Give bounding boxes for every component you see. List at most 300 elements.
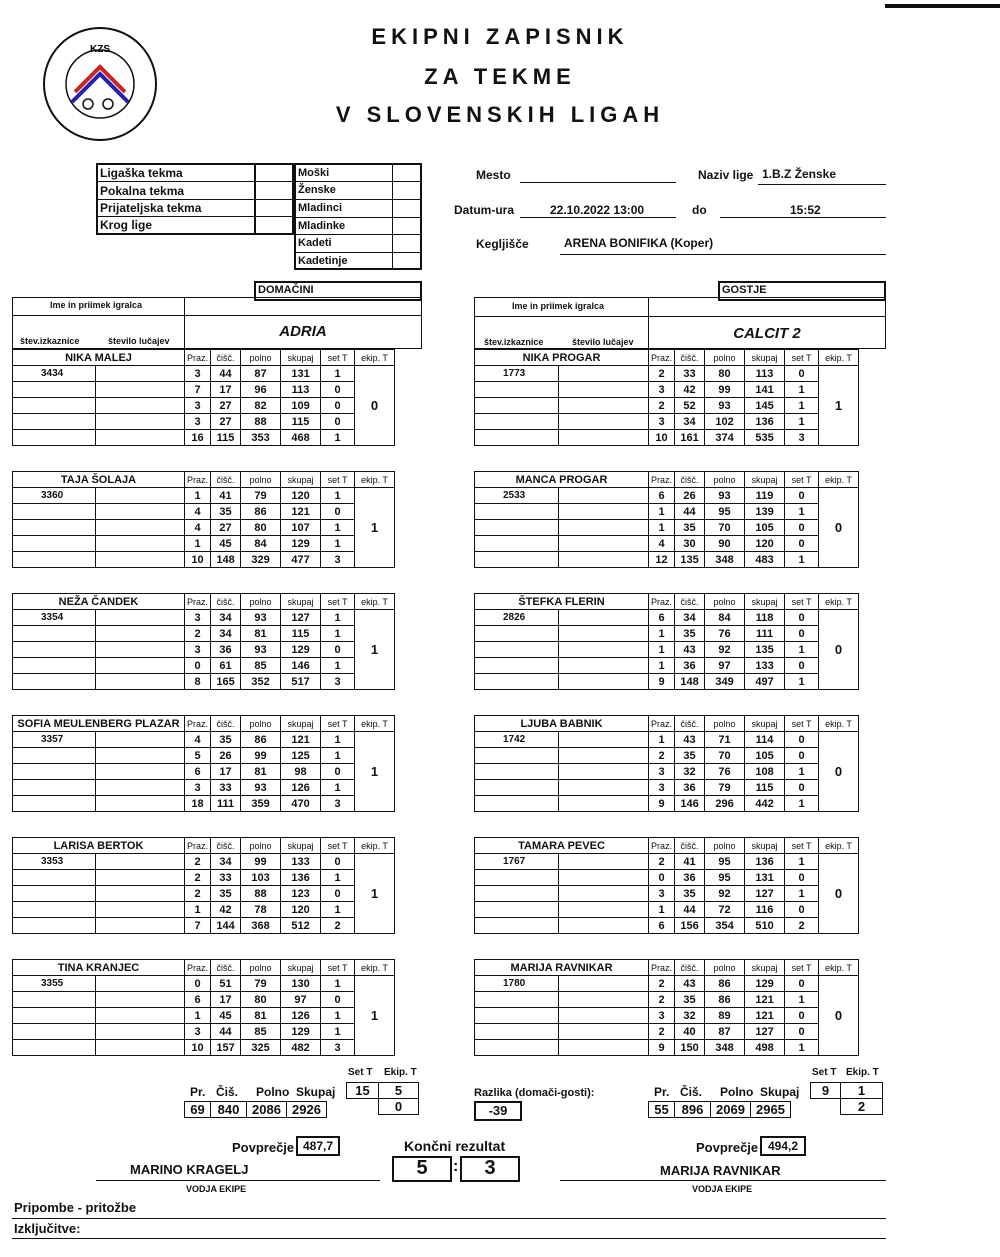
home-throws-cell bbox=[95, 430, 184, 446]
home-set-cell: 130 bbox=[281, 976, 321, 992]
home-total-cell: 329 bbox=[241, 552, 281, 568]
home-set-cell: 1 bbox=[185, 902, 211, 918]
home-col-header: skupaj bbox=[281, 350, 321, 366]
away-set-cell: 105 bbox=[745, 520, 785, 536]
home-total-cell: 1 bbox=[321, 430, 355, 446]
do-label: do bbox=[692, 203, 707, 217]
home-set-cell: 6 bbox=[185, 764, 211, 780]
away-total-cell: 9 bbox=[649, 796, 675, 812]
away-set-cell: 121 bbox=[745, 1008, 785, 1024]
away-header-name: Ime in priimek igralca bbox=[512, 301, 605, 311]
away-throws-cell bbox=[558, 748, 648, 764]
away-set-cell: 120 bbox=[745, 536, 785, 552]
home-set-cell: 44 bbox=[211, 1024, 241, 1040]
home-empty-cell bbox=[13, 626, 96, 642]
away-empty-cell bbox=[475, 1040, 559, 1056]
away-header-id: štev.izkaznice bbox=[484, 337, 544, 347]
away-set-cell: 97 bbox=[705, 658, 745, 674]
home-empty-cell bbox=[13, 918, 96, 934]
away-set-cell: 44 bbox=[675, 504, 705, 520]
away-set-cell: 71 bbox=[705, 732, 745, 748]
home-throws-cell bbox=[95, 674, 184, 690]
home-set-cell: 42 bbox=[211, 902, 241, 918]
category-divider bbox=[294, 217, 422, 218]
away-set-cell: 0 bbox=[785, 658, 819, 674]
home-avg-label: Povprečje bbox=[232, 1140, 295, 1155]
home-set-cell: 1 bbox=[321, 1008, 355, 1024]
home-empty-cell bbox=[13, 780, 96, 796]
home-throws-cell bbox=[95, 886, 184, 902]
away-set-cell: 1 bbox=[785, 642, 819, 658]
away-set-cell: 76 bbox=[705, 626, 745, 642]
naziv-lige-line bbox=[758, 170, 886, 185]
home-set-cell: 2 bbox=[185, 626, 211, 642]
category-kadeti: Kadeti bbox=[298, 237, 332, 249]
away-empty-cell bbox=[475, 536, 559, 552]
away-total-cell: 354 bbox=[705, 918, 745, 934]
home-set-cell: 17 bbox=[211, 992, 241, 1008]
home-empty-cell bbox=[13, 764, 96, 780]
away-set-cell: 0 bbox=[785, 1024, 819, 1040]
away-throws-cell bbox=[558, 398, 648, 414]
away-set-cell: 1 bbox=[785, 382, 819, 398]
away-set-cell: 127 bbox=[745, 886, 785, 902]
home-col-header: Praz. bbox=[185, 472, 211, 488]
away-throws-cell bbox=[558, 552, 648, 568]
category-zenske: Ženske bbox=[298, 184, 336, 196]
away-set-cell: 34 bbox=[675, 414, 705, 430]
away-total-cell: 10 bbox=[649, 430, 675, 446]
away-avg-label: Povprečje bbox=[696, 1140, 759, 1155]
home-throws-cell bbox=[95, 536, 184, 552]
away-set-cell: 136 bbox=[745, 414, 785, 430]
home-set-cell: 81 bbox=[241, 764, 281, 780]
away-set-cell: 121 bbox=[745, 992, 785, 1008]
home-sum-cis: 840 bbox=[211, 1102, 247, 1118]
away-player-table bbox=[474, 471, 859, 568]
away-team-point: 0 bbox=[819, 610, 859, 690]
away-set-cell: 1 bbox=[649, 504, 675, 520]
home-player-table bbox=[12, 349, 395, 446]
home-set-cell: 1 bbox=[321, 732, 355, 748]
home-col-header: set T bbox=[321, 716, 355, 732]
home-team-point: 1 bbox=[355, 732, 395, 812]
home-set-cell: 136 bbox=[281, 870, 321, 886]
away-total-cell: 349 bbox=[705, 674, 745, 690]
home-set-cell: 129 bbox=[281, 1024, 321, 1040]
home-col-header: skupaj bbox=[281, 594, 321, 610]
away-set-cell: 118 bbox=[745, 610, 785, 626]
home-throws-cell bbox=[95, 398, 184, 414]
away-throws-cell bbox=[558, 366, 648, 382]
home-avg-value: 487,7 bbox=[302, 1139, 334, 1153]
home-total-cell: 352 bbox=[241, 674, 281, 690]
home-col-header: set T bbox=[321, 838, 355, 854]
home-set-cell: 1 bbox=[321, 488, 355, 504]
away-total-cell: 2 bbox=[785, 918, 819, 934]
home-total-cell: 368 bbox=[241, 918, 281, 934]
home-total-cell: 482 bbox=[281, 1040, 321, 1056]
category-mladinci: Mladinci bbox=[298, 202, 343, 214]
home-col-header: ekip. T bbox=[355, 838, 395, 854]
home-set-cell: 41 bbox=[211, 488, 241, 504]
away-set-cell: 1 bbox=[649, 626, 675, 642]
away-throws-cell bbox=[558, 886, 648, 902]
away-col-header: čišč. bbox=[675, 960, 705, 976]
away-set-cell: 3 bbox=[649, 886, 675, 902]
home-total-cell: 3 bbox=[321, 552, 355, 568]
home-sum-header-pr: Pr. bbox=[190, 1085, 206, 1099]
away-throws-cell bbox=[558, 796, 648, 812]
home-set-cell: 1 bbox=[321, 870, 355, 886]
away-set-cell: 0 bbox=[785, 626, 819, 642]
away-empty-cell bbox=[475, 764, 559, 780]
away-set-cell: 0 bbox=[785, 902, 819, 918]
away-col-header: Praz. bbox=[649, 716, 675, 732]
away-total-cell: 135 bbox=[675, 552, 705, 568]
home-set-cell: 121 bbox=[281, 504, 321, 520]
category-kadetinje: Kadetinje bbox=[298, 255, 348, 267]
home-player-name: LARISA BERTOK bbox=[13, 838, 185, 854]
home-set-cell: 125 bbox=[281, 748, 321, 764]
away-throws-cell bbox=[558, 976, 648, 992]
pripombe-label: Pripombe - pritožbe bbox=[14, 1200, 137, 1215]
izkljucitve-label: Izključitve: bbox=[14, 1221, 81, 1236]
home-set-cell: 126 bbox=[281, 1008, 321, 1024]
away-throws-cell bbox=[558, 732, 648, 748]
home-player-name: SOFIA MEULENBERG PLAZAR bbox=[13, 716, 185, 732]
datum-label: Datum-ura bbox=[454, 203, 515, 217]
away-set-cell: 26 bbox=[675, 488, 705, 504]
away-captain-name: MARIJA RAVNIKAR bbox=[660, 1163, 781, 1178]
away-team-name: CALCIT 2 bbox=[733, 325, 801, 342]
kegljisce-line bbox=[560, 240, 886, 255]
home-col-header: polno bbox=[241, 960, 281, 976]
away-col-header: ekip. T bbox=[819, 472, 859, 488]
home-total-cell: 3 bbox=[321, 796, 355, 812]
away-total-cell: 6 bbox=[649, 918, 675, 934]
home-team-name: ADRIA bbox=[279, 323, 327, 340]
away-sum-header-polno: Polno bbox=[720, 1085, 754, 1099]
home-player-id: 3355 bbox=[13, 976, 96, 992]
home-set-cell: 3 bbox=[185, 1024, 211, 1040]
away-sum-skupaj: 2965 bbox=[751, 1102, 791, 1118]
home-empty-cell bbox=[13, 536, 96, 552]
home-set-cell: 79 bbox=[241, 488, 281, 504]
away-throws-cell bbox=[558, 1008, 648, 1024]
home-set-cell: 85 bbox=[241, 658, 281, 674]
away-throws-cell bbox=[558, 536, 648, 552]
home-set-cell: 79 bbox=[241, 976, 281, 992]
home-total-cell: 10 bbox=[185, 552, 211, 568]
home-empty-cell bbox=[13, 1024, 96, 1040]
away-col-header: čišč. bbox=[675, 716, 705, 732]
home-col-header: polno bbox=[241, 716, 281, 732]
away-set-cell: 1 bbox=[649, 642, 675, 658]
away-set-cell: 80 bbox=[705, 366, 745, 382]
home-empty-cell bbox=[13, 902, 96, 918]
away-set-cell: 131 bbox=[745, 870, 785, 886]
home-throws-cell bbox=[95, 520, 184, 536]
home-throws-cell bbox=[95, 658, 184, 674]
match-type-ligaska: Ligaška tekma bbox=[100, 166, 183, 180]
away-throws-cell bbox=[558, 626, 648, 642]
home-total-cell: 3 bbox=[321, 674, 355, 690]
home-set-cell: 0 bbox=[321, 854, 355, 870]
home-summary-table bbox=[184, 1101, 327, 1118]
home-set-cell: 1 bbox=[321, 520, 355, 536]
away-empty-cell bbox=[475, 796, 559, 812]
away-vodja-label: VODJA EKIPE bbox=[692, 1184, 753, 1194]
away-set-cell: 2 bbox=[649, 366, 675, 382]
home-empty-cell bbox=[13, 992, 96, 1008]
title-line-1: EKIPNI ZAPISNIK bbox=[371, 24, 629, 49]
away-team-point: 1 bbox=[819, 366, 859, 446]
home-total-cell: 111 bbox=[211, 796, 241, 812]
home-team-point: 1 bbox=[355, 488, 395, 568]
home-player-id: 3360 bbox=[13, 488, 96, 504]
home-player-name: TINA KRANJEC bbox=[13, 960, 185, 976]
away-set-cell: 1 bbox=[785, 886, 819, 902]
home-total-cell: 468 bbox=[281, 430, 321, 446]
home-set-cell: 0 bbox=[321, 886, 355, 902]
away-player-name: LJUBA BABNIK bbox=[475, 716, 649, 732]
home-set-cell: 0 bbox=[321, 642, 355, 658]
home-col-header: čišč. bbox=[211, 838, 241, 854]
home-player-name: NEŽA ČANDEK bbox=[13, 594, 185, 610]
away-set-cell: 6 bbox=[649, 610, 675, 626]
away-set-cell: 3 bbox=[649, 382, 675, 398]
away-set-cell: 115 bbox=[745, 780, 785, 796]
datum-value: 22.10.2022 13:00 bbox=[550, 203, 645, 217]
home-set-cell: 120 bbox=[281, 488, 321, 504]
away-set-cell: 1 bbox=[785, 398, 819, 414]
away-col-header: polno bbox=[705, 472, 745, 488]
away-set-cell: 35 bbox=[675, 520, 705, 536]
away-total-cell: 1 bbox=[785, 1040, 819, 1056]
away-set-cell: 111 bbox=[745, 626, 785, 642]
home-header-name: Ime in priimek igralca bbox=[50, 300, 143, 310]
away-set-cell: 3 bbox=[649, 414, 675, 430]
away-player-table bbox=[474, 837, 859, 934]
home-set-cell: 34 bbox=[211, 854, 241, 870]
away-ekip-t-label: Ekip. T bbox=[846, 1067, 879, 1078]
away-set-cell: 30 bbox=[675, 536, 705, 552]
away-col-header: set T bbox=[785, 472, 819, 488]
away-set-cell: 0 bbox=[785, 748, 819, 764]
razlika-label: Razlika (domači-gosti): bbox=[474, 1087, 595, 1099]
away-empty-cell bbox=[475, 520, 559, 536]
home-set-cell: 103 bbox=[241, 870, 281, 886]
away-throws-cell bbox=[558, 992, 648, 1008]
home-set-cell: 0 bbox=[321, 398, 355, 414]
home-col-header: skupaj bbox=[281, 716, 321, 732]
away-set-cell: 36 bbox=[675, 870, 705, 886]
away-total-cell: 442 bbox=[745, 796, 785, 812]
home-throws-cell bbox=[95, 610, 184, 626]
away-set-cell: 41 bbox=[675, 854, 705, 870]
home-set-cell: 3 bbox=[185, 366, 211, 382]
home-player-name: NIKA MALEJ bbox=[13, 350, 185, 366]
away-set-cell: 43 bbox=[675, 732, 705, 748]
home-set-cell: 131 bbox=[281, 366, 321, 382]
home-captain-name: MARINO KRAGELJ bbox=[130, 1162, 249, 1177]
home-col-header: čišč. bbox=[211, 350, 241, 366]
home-player-id: 3353 bbox=[13, 854, 96, 870]
away-set-cell: 0 bbox=[785, 780, 819, 796]
home-throws-cell bbox=[95, 992, 184, 1008]
away-set-cell: 4 bbox=[649, 536, 675, 552]
home-set-cell: 4 bbox=[185, 504, 211, 520]
home-set-cell: 0 bbox=[321, 504, 355, 520]
away-col-header: čišč. bbox=[675, 350, 705, 366]
away-empty-cell bbox=[475, 1024, 559, 1040]
away-set-cell: 35 bbox=[675, 748, 705, 764]
away-team-point: 0 bbox=[819, 976, 859, 1056]
home-set-cell: 1 bbox=[321, 780, 355, 796]
home-set-cell: 86 bbox=[241, 732, 281, 748]
away-set-cell: 0 bbox=[785, 520, 819, 536]
away-total-cell: 161 bbox=[675, 430, 705, 446]
away-player-table bbox=[474, 715, 859, 812]
home-col-header: ekip. T bbox=[355, 350, 395, 366]
away-throws-cell bbox=[558, 430, 648, 446]
away-col-header: Praz. bbox=[649, 838, 675, 854]
away-set-cell: 84 bbox=[705, 610, 745, 626]
away-total-cell: 148 bbox=[675, 674, 705, 690]
away-set-cell: 129 bbox=[745, 976, 785, 992]
away-set-cell: 95 bbox=[705, 854, 745, 870]
home-throws-cell bbox=[95, 854, 184, 870]
home-set-cell: 0 bbox=[321, 382, 355, 398]
home-team-point: 1 bbox=[355, 976, 395, 1056]
away-total-cell: 348 bbox=[705, 552, 745, 568]
away-set-cell: 43 bbox=[675, 642, 705, 658]
home-empty-cell bbox=[13, 886, 96, 902]
away-total-cell: 3 bbox=[785, 430, 819, 446]
home-set-t-label: Set T bbox=[348, 1067, 373, 1078]
away-set-cell: 145 bbox=[745, 398, 785, 414]
away-sum-polno: 2069 bbox=[711, 1102, 751, 1118]
home-set-cell: 1 bbox=[321, 658, 355, 674]
razlika-value: -39 bbox=[488, 1103, 508, 1118]
away-col-header: polno bbox=[705, 960, 745, 976]
away-set-cell: 141 bbox=[745, 382, 785, 398]
home-set-t: 15 bbox=[347, 1083, 379, 1099]
home-set-cell: 129 bbox=[281, 536, 321, 552]
away-total-cell: 374 bbox=[705, 430, 745, 446]
home-col-header: ekip. T bbox=[355, 594, 395, 610]
away-set-cell: 33 bbox=[675, 366, 705, 382]
away-set-cell: 6 bbox=[649, 488, 675, 504]
home-sum-header-skupaj: Skupaj bbox=[296, 1085, 336, 1099]
away-ekip-t-2: 2 bbox=[841, 1099, 883, 1115]
away-set-cell: 105 bbox=[745, 748, 785, 764]
home-set-cell: 97 bbox=[281, 992, 321, 1008]
home-throws-cell bbox=[95, 382, 184, 398]
mesto-label: Mesto bbox=[476, 168, 511, 182]
away-set-cell: 3 bbox=[649, 780, 675, 796]
away-set-cell: 93 bbox=[705, 398, 745, 414]
home-header-id: štev.izkaznice bbox=[20, 336, 80, 346]
home-player-table bbox=[12, 837, 395, 934]
away-set-cell: 42 bbox=[675, 382, 705, 398]
away-col-header: čišč. bbox=[675, 594, 705, 610]
away-set-cell: 136 bbox=[745, 854, 785, 870]
away-set-cell: 32 bbox=[675, 1008, 705, 1024]
away-throws-cell bbox=[558, 1040, 648, 1056]
home-col-header: set T bbox=[321, 472, 355, 488]
final-home-value: 5 bbox=[416, 1157, 428, 1179]
match-type-divider bbox=[96, 216, 296, 217]
away-set-cell: 2 bbox=[649, 1024, 675, 1040]
away-set-cell: 1 bbox=[785, 854, 819, 870]
match-type-pokalna: Pokalna tekma bbox=[100, 184, 185, 198]
home-set-cell: 129 bbox=[281, 642, 321, 658]
home-set-cell: 80 bbox=[241, 520, 281, 536]
away-ekip-t: 1 bbox=[841, 1083, 883, 1099]
away-col-header: ekip. T bbox=[819, 960, 859, 976]
away-empty-cell bbox=[475, 398, 559, 414]
away-set-cell: 0 bbox=[785, 536, 819, 552]
home-set-cell: 93 bbox=[241, 610, 281, 626]
away-set-cell: 108 bbox=[745, 764, 785, 780]
home-throws-cell bbox=[95, 1008, 184, 1024]
away-throws-cell bbox=[558, 414, 648, 430]
title-line-2: ZA TEKME bbox=[424, 64, 576, 89]
away-set-cell: 1 bbox=[649, 658, 675, 674]
home-team-point: 1 bbox=[355, 854, 395, 934]
away-col-header: polno bbox=[705, 716, 745, 732]
home-set-cell: 84 bbox=[241, 536, 281, 552]
away-throws-cell bbox=[558, 488, 648, 504]
home-set-cell: 88 bbox=[241, 886, 281, 902]
away-set-cell: 95 bbox=[705, 870, 745, 886]
kegljisce-value: ARENA BONIFIKA (Koper) bbox=[564, 236, 714, 250]
away-col-header: Praz. bbox=[649, 594, 675, 610]
home-set-cell: 93 bbox=[241, 642, 281, 658]
home-col-header: Praz. bbox=[185, 838, 211, 854]
away-col-header: ekip. T bbox=[819, 716, 859, 732]
home-col-header: čišč. bbox=[211, 960, 241, 976]
home-set-cell: 1 bbox=[321, 748, 355, 764]
home-set-cell: 80 bbox=[241, 992, 281, 1008]
title-line-3: V SLOVENSKIH LIGAH bbox=[335, 102, 665, 127]
away-set-cell: 127 bbox=[745, 1024, 785, 1040]
away-set-t-label: Set T bbox=[812, 1067, 837, 1078]
away-set-cell: 0 bbox=[785, 732, 819, 748]
away-player-name: NIKA PROGAR bbox=[475, 350, 649, 366]
away-set-cell: 32 bbox=[675, 764, 705, 780]
away-col-header: Praz. bbox=[649, 960, 675, 976]
home-throws-cell bbox=[95, 748, 184, 764]
away-set-cell: 34 bbox=[675, 610, 705, 626]
home-set-cell: 7 bbox=[185, 382, 211, 398]
away-set-cell: 0 bbox=[785, 610, 819, 626]
away-col-header: ekip. T bbox=[819, 594, 859, 610]
home-col-header: skupaj bbox=[281, 838, 321, 854]
home-empty-cell bbox=[13, 642, 96, 658]
away-set-t: 9 bbox=[811, 1083, 841, 1099]
home-empty-cell bbox=[13, 674, 96, 690]
home-empty-cell bbox=[13, 748, 96, 764]
away-total-cell: 497 bbox=[745, 674, 785, 690]
away-empty-cell bbox=[475, 414, 559, 430]
home-total-cell: 7 bbox=[185, 918, 211, 934]
home-set-cell: 33 bbox=[211, 870, 241, 886]
away-empty-cell bbox=[475, 430, 559, 446]
home-header-throws: število lučajev bbox=[108, 336, 170, 346]
